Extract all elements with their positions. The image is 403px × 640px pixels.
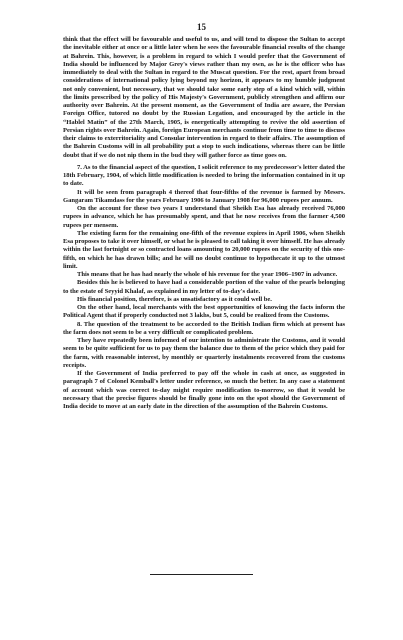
paragraph: 8. The question of the treatment to be accorded to the British Indian firm which at present has the farm does not seem to be a very difficult or complicated problem.	[63, 320, 345, 336]
document-body	[63, 36, 345, 411]
paragraph: The existing farm for the remaining one-fifth of the revenue expires in April 1906, when Sheikh Esa proposes to take it over himself, or what he is pleased to call taking it over himself. He has already within the last fortnight or so contracted loans amounting to 20,000 rupees on the security of this one-fifth, on which he has drawn bills; and he will no doubt continue to hypothecate it up to the utmost limit.	[63, 229, 345, 270]
paragraph: Besides this he is believed to have had a considerable portion of the value of the pearls belonging to the estate of Seyyid Khalaf, as explained in my letter of to-day's date.	[63, 279, 345, 295]
paragraph: 7. As to the financial aspect of the question, I solicit reference to my predecessor's letter dated the 18th February, 1904, of which little modification is needed to bring the information contained in it up to date.	[63, 163, 345, 188]
paragraph: They have repeatedly been informed of our intention to administrate the Customs, and it would seem to be quite sufficient for us to pay them the balance due to them of the price which they paid for the farm, with reasonable interest, by monthly or quarterly instalments recovered from the customs receipts.	[63, 337, 345, 369]
paragraph: This means that he has had nearly the whole of his revenue for the year 1906–1907 in advance.	[77, 271, 338, 278]
closing-rule	[150, 574, 253, 575]
paragraph: His financial position, therefore, is as unsatisfactory as it could well be.	[77, 295, 272, 303]
paragraph: On the other hand, local merchants with the best opportunities of knowing the facts inform the Political Agent that if properly conducted not 3 lakhs, but 5, could be realized from the Customs.	[63, 304, 345, 320]
paragraph: If the Government of India preferred to pay off the whole in cash at once, as suggested in paragraph 7 of Colonel Kemball's letter under reference, so much the better. In any case a statement of account which was correct to-day might require modification to-morrow, so that it would be necessary that the precise figures should be finally gone into on the spot should the Government of India decide to move at an early date in the direction of the assumption of the Bahrein Customs.	[63, 370, 345, 410]
page-number: 15	[197, 22, 206, 32]
paragraph: On the account for these two years I understand that Sheikh Esa has already received 76,000 rupees in advance, which he has presumably spent, and that he now receives from the farmer 4,500 rupees per mensem.	[63, 205, 345, 229]
paragraph: think that the effect will be favourable and useful to us, and will tend to dispose the Sultan to accept the inevitable either at once or a little later when he sees the favourable financial results of the change at Bahrein. This, however, is a problem in regard to which I would prefer that the Government of India should be influenced by Major Grey's views rather than my own, as he is the officer who has immediately to deal with the Sultan in regard to the Muscat question. For the rest, apart from broad considerations of international policy lying beyond my horizon, it appears to my humble judgment not only convenient, but necessary, that we should take some early step of a kind which will, within the limits prescribed by the policy of His Majesty's Government, publicly strengthen and affirm our authority over Bahrein. At the present moment, as the Government of India are aware, the Persian Foreign Office, tutored no doubt by the Russian Legation, and encouraged by the article in the “Hablel Matin” of the 27th March, 1905, is energetically attempting to revive the old assertion of Persian rights over Bahrein. Again, foreign European merchants continue from time to time to discuss their claims to exterritoriality and Consular intervention in regard to their affairs. The assumption of the Bahrein Customs will in all probability put a stop to such indications, whereas there can be little doubt that if we do not nip them in the bud they will gather force as time goes on.	[63, 36, 345, 159]
paragraph: It will be seen from paragraph 4 thereof that four-fifths of the revenue is farmed by Messrs. Gangaram Tikamdass for the years February 1906 to January 1908 for 96,000 rupees per annum.	[63, 188, 345, 204]
